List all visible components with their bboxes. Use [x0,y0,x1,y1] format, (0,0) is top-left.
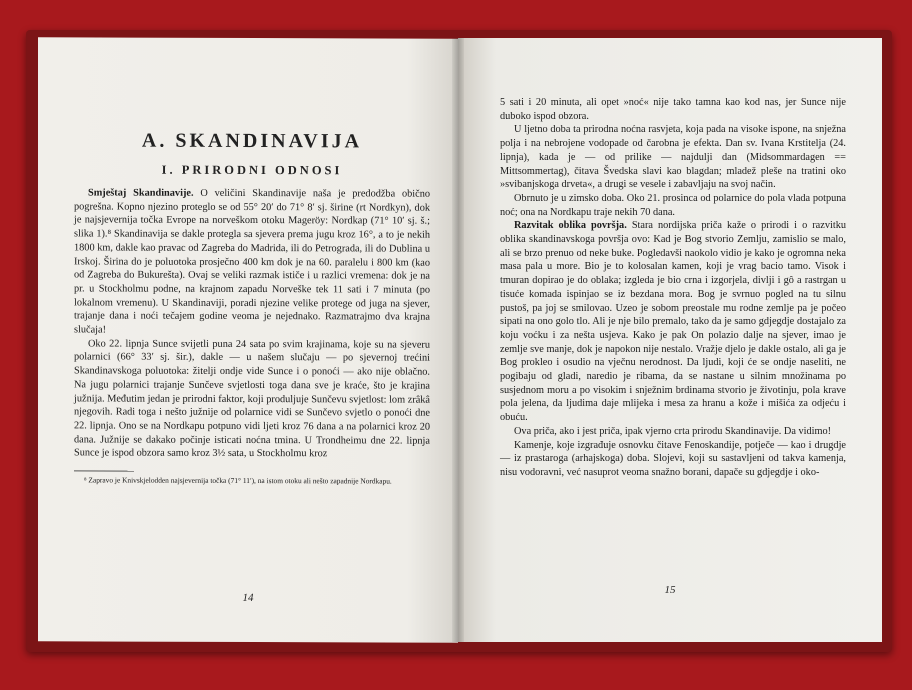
page-number: 14 [242,591,254,605]
paragraph [500,439,846,480]
book-spine-shadow [452,38,464,642]
footnote: ⁸ Zapravo je Knivskjelodden najsjevernija točka (71° 11′), na istom otoku ali nešto zapadnije Nordkapu. [84,475,392,486]
page-number: 15 [664,584,676,596]
paragraph-lead: Razvitak oblika površja. [514,220,627,232]
paragraph-text: 5 sati i 20 minuta, ali opet »noć« nije tako tamna kao kod nas, jer Sunce nije duboko ispod obzora. [500,97,846,122]
paragraph [500,192,846,219]
paragraph [500,425,846,439]
paragraph-text: Kamenje, koje izgrađuje osnovku čitave Fenoskandije, potječe — kao i drugdje — iz prastaroga (arhajskoga) doba. Slojevi, koji su sastavljeni od takva kamenja, nisu vodoravni, već nasuprot veoma snažno borani, dapače su gdjegdje i oko- [500,439,846,478]
paragraph [500,123,846,192]
paragraph-text: U ljetno doba ta prirodna noćna rasvjeta, koja pada na visoke ispone, na snježna polja i na nebrojene vodopade od čarobna je efekta. Dan sv. Ivana Krstitelja (24. lipnja), kada je — od prilike — najdulji dan (Midsommardagen == Mittsommertag), čitava Švedska slavi kao blagdan; mladež pleše na tratini oko »svibanjskoga drveta«, a drugi se vesele i zabavljaju na svoj način. [500,124,846,191]
paragraph-lead: Smještaj Skandinavije. [88,187,194,199]
left-body [74,186,430,461]
paragraph [500,219,846,425]
paragraph-text: Oko 22. lipnja Sunce svijetli puna 24 sata po svim krajinama, koje su na sjeveru polarnici (66° 33′ sj. šir.), dakle — u našem slučaju — po sjevernoj trećini Skandinavskoga poluotoka: žitelji ondje vide Sunce i o ponoći — ako nije oblačno. Na jugu polarnici trajanje Sunčeve svjetlosti toga dana sve je kraće, što je krajina južnija. Međutim jedan je prirodni faktor, koji produljuje Sunčevu svjetlost: lom zrâkâ njegovih. Radi toga i nešto južnije od polarnice vidi se Sunčevo svjetlo o ponoći dne 22. lipnja. Ono se na Nordkapu potpuno vidi ljeti kroz 76 dana a na polarnici kroz 20 dana. Južnije se dakako počinje isticati noćna tmina. U Trondheimu dne 22. lipnja Sunce je ispod obzora samo kroz 3½ sata, u Stockholmu kroz [74,338,430,460]
right-page [458,38,882,642]
paragraph-text: Obrnuto je u zimsko doba. Oko 21. prosinca od polarnice do pola vlada potpuna noć; ona na Nordkapu traje nekih 70 dana. [500,192,846,218]
paragraph [500,96,846,123]
paragraph [74,186,430,338]
footnote-divider [74,470,134,471]
paragraph [74,337,430,462]
chapter-title: A. SKANDINAVIJA [141,129,363,153]
left-page [38,37,458,642]
right-body [500,96,846,480]
section-title: I. PRIRODNI ODNOSI [161,162,343,178]
paragraph-text: Ova priča, ako i jest priča, ipak vjerno crta prirodu Skandinavije. Da vidimo! [514,425,832,437]
paragraph-text: Stara nordijska priča kaže o prirodi i o razvitku oblika skandinavskoga površja ovo: Kad je Bog stvorio Zemlju, zamislio se malo, ali se brzo prenuo od neke buke. Pogledavši naokolo vidio je kako je ogromna neka masa pala u more. Bio je to kolosalan kamen, koji je vrag bacio tamo. Visok i tmuran dopirao je do oblaka; izgleda je bio crna i izgorjela, divlji i gô a rastrgan u tisuće komada ispinjao se iz bezdana mora. Bog je svrnuo pogled na tu silnu pustoš, pa joj se smilovao. Uzeo je sobom preostale mu rodne zemlje pa je počeo sipati na ono golo tlo. Ali je nje bilo premalo, tako da je samo gdjegdje dostajalo za koju voćku i za nešta usjeva. Kako je pak On polazio dalje na sjever, imao je zemlje sve manje, dok je napokon nije nestalo. Vražje djelo je dakle ostalo, ali ga je Bog prokleo i osudio na vječnu nerodnost. Da ljudi, koji će se ondje naseliti, ne pogibaju od gladi, naredio je ribama, da se nastane u silnim množinama po susjednom moru a po visokim i snježnim brdinama stvorio je životinju, pola krave pola jelena, da ljudima daje mlijeka i mesa za hranu a kože i mišića za odjeću i obuću. [500,220,846,424]
paragraph-text: O veličini Skandinavije naša je predodžba obično pogrešna. Kopno njezino proteglo se od 55° 20′ do 71° 8′ sj. širine (rt Nordkyn), dok je najsjevernija točka Evrope na norveškom otoku Mageröy: Nordkap (71° 10′ sj. š.; slika 1).⁸ Skandinavija se dakle protegla sa sjevera prema jugu kroz 16°, a to je nekih 1800 km, dakle kao pravac od Zagreba do Madrida, ili do Petrograda, ili do Dublina u Irskoj. Širina do je poluotoka prosječno 400 km dok je na 60. paralelu i 800 km (kao od Zagreba do Bukurešta). Ovaj se veliki razmak ističe i u razlici vremena: dok je na pr. u Stockholmu podne, na krajnom zapadu Norveške tek 11 sati i 7 minuta (po lokalnom vremenu). U Skandinaviji, poradi njezine velike protege od juga na sjever, trajanje dana i noći tečajem godine veoma je nejednako. Razmatrajmo dva krajna slučaja! [74,187,430,336]
